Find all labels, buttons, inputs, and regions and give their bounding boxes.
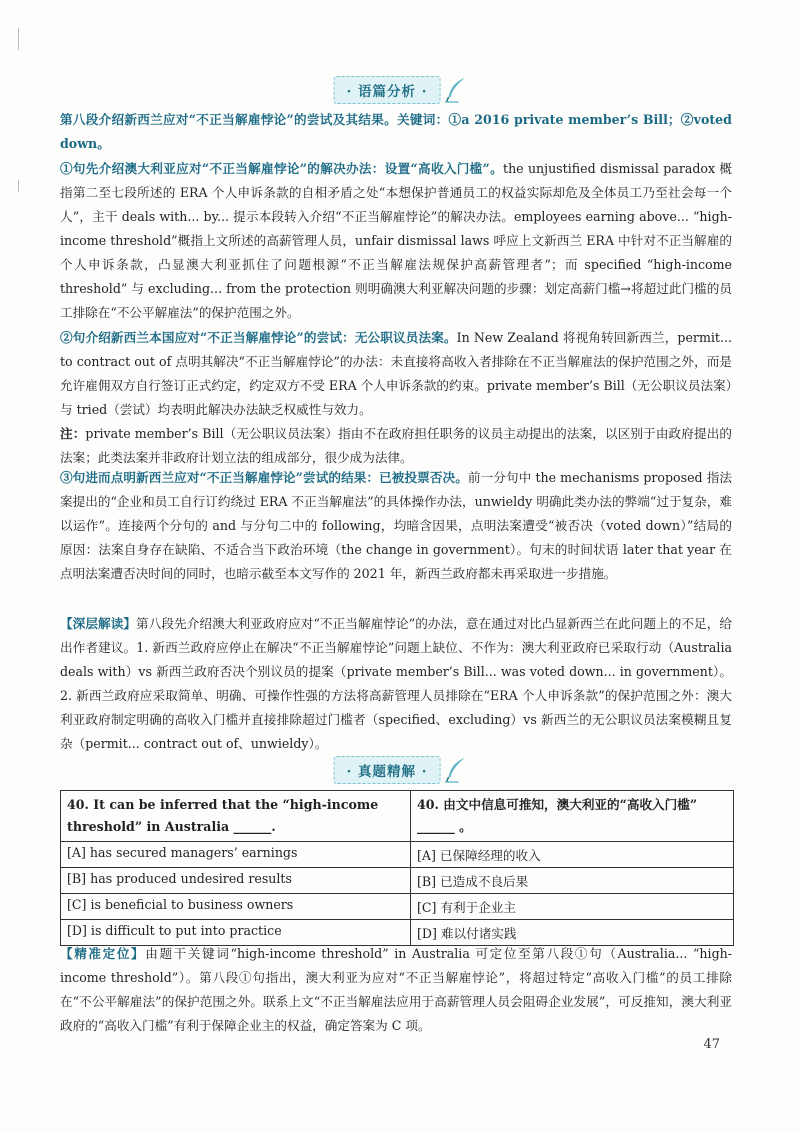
section-banner-question xyxy=(334,756,467,784)
quill-icon xyxy=(444,757,466,783)
option-row xyxy=(61,842,734,868)
banner-title: · 真题精解 · xyxy=(334,756,441,784)
quill-icon xyxy=(444,77,466,103)
option-b-zh: [B] 已造成不良后果 xyxy=(411,868,734,894)
banner-title: · 语篇分析 · xyxy=(334,76,441,104)
option-c-zh: [C] 有利于企业主 xyxy=(411,894,734,920)
page-number: 47 xyxy=(703,1037,720,1052)
option-a-en: [A] has secured managers’ earnings xyxy=(61,842,411,868)
option-d-zh: [D] 难以付诸实践 xyxy=(411,920,734,946)
option-c-en: [C] is beneficial to business owners xyxy=(61,894,411,920)
scan-mark xyxy=(18,28,19,50)
deep-interpretation: 【深层解读】第八段先介绍澳大利亚政府应对“不正当解雇悖论”的办法，意在通过对比凸显新西兰在此问题上的不足，给出作者建议。1. 新西兰政府应停止在解决“不正当解雇悖论”问题上缺位、不作为：澳大利亚政府已采取行动（Australia deals with）vs 新西兰政府否决个别议员的提案（private member’s Bill... was voted down... in government）。2. 新西兰政府应采取简单、明确、可操作性强的方法将高薪管理人员排除在“ERA 个人申诉条款”的保护范围之外：澳大利亚政府制定明确的高收入门槛并直接排除超过门槛者（specified、excluding）vs 新西兰的无公职议员法案模糊且复杂（permit... contract out of、unwieldy）。 xyxy=(60,616,732,751)
option-b-en: [B] has produced undesired results xyxy=(61,868,411,894)
answer-explanation: 【精准定位】由题干关键词“high-income threshold” in Australia 可定位至第八段①句（Australia... “high-income threshold”）。第八段①句指出，澳大利亚为应对“不正当解雇悖论”，将超过特定“高收入门槛”的员工排除在“不公平解雇法”的保护范围之外。联系上文“不正当解雇法应用于高薪管理人员会阻碍企业发展”，可反推知，澳大利亚政府的“高收入门槛”有利于保障企业主的权益，确定答案为 C 项。 xyxy=(60,946,732,1033)
question-stem-row xyxy=(61,791,734,842)
analysis-intro: 第八段介绍新西兰应对“不正当解雇悖论”的尝试及其结果。关键词：①a 2016 private member’s Bill；②voted down。 xyxy=(60,112,732,151)
question-stem-zh: 40. 由文中信息可推知，澳大利亚的“高收入门槛” ______ 。 xyxy=(411,791,734,842)
question-stem-en: 40. It can be inferred that the “high-income threshold” in Australia ______. xyxy=(61,791,411,842)
question-table xyxy=(60,790,734,946)
option-d-en: [D] is difficult to put into practice xyxy=(61,920,411,946)
option-a-zh: [A] 已保障经理的收入 xyxy=(411,842,734,868)
scan-mark xyxy=(18,180,19,192)
analysis-sentence-2: ②句介绍新西兰本国应对“不正当解雇悖论”的尝试：无公职议员法案。In New Zealand 将视角转回新西兰，permit... to contract out of 点明其解决“不正当解雇悖论”的办法：未直接将高收入者排除在不正当解雇法的保护范围之外，而是允许雇佣双方自行签订正式约定，约定双方不受 ERA 个人申诉条款的约束。private member’s Bill（无公职议员法案）与 tried（尝试）均表明此解决办法缺乏权威性与效力。 注：private member’s Bill（无公职议员法案）指由不在政府担任职务的议员主动提出的法案，以区别于由政府提出的法案；此类法案并非政府计划立法的组成部分，很少成为法律。 xyxy=(60,330,732,465)
option-row xyxy=(61,868,734,894)
analysis-sentence-3: ③句进而点明新西兰应对“不正当解雇悖论”尝试的结果：已被投票否决。前一分句中 the mechanisms proposed 指法案提出的“企业和员工自行订约绕过 ERA 不正当解雇法”的具体操作办法，unwieldy 明确此类办法的弊端“过于复杂，难以运作”。连接两个分句的 and 与分句二中的 following，均暗含因果，点明法案遭受“被否决（voted down）”结局的原因：法案自身存在缺陷、不适合当下政治环境（the change in government）。句末的时间状语 later that year 在点明法案遭否决时间的同时，也暗示截至本文写作的 2021 年，新西兰政府都未再采取进一步措施。 xyxy=(60,470,732,581)
analysis-sentence-1: ①句先介绍澳大利亚应对“不正当解雇悖论”的解决办法：设置“高收入门槛”。the unjustified dismissal paradox 概指第二至七段所述的 ERA 个人申诉条款的自相矛盾之处“本想保护普通员工的权益实际却危及全体员工乃至社会每一个人”，主干 deals with... by... 提示本段转入介绍“不正当解雇悖论”的解决办法。employees earning above... “high-income threshold”概指上文所述的高薪管理人员，unfair dismissal laws 呼应上文新西兰 ERA 中针对不正当解雇的个人申诉条款，凸显澳大利亚抓住了问题根源“不正当解雇法规保护高薪管理者”；而 specified “high-income threshold” 与 excluding... from the protection 则明确澳大利亚解决问题的步骤：划定高薪门槛→将超过此门槛的员工排除在“不公平解雇法”的保护范围之外。 xyxy=(60,161,733,320)
section-banner-analysis xyxy=(334,76,467,104)
option-row xyxy=(61,894,734,920)
